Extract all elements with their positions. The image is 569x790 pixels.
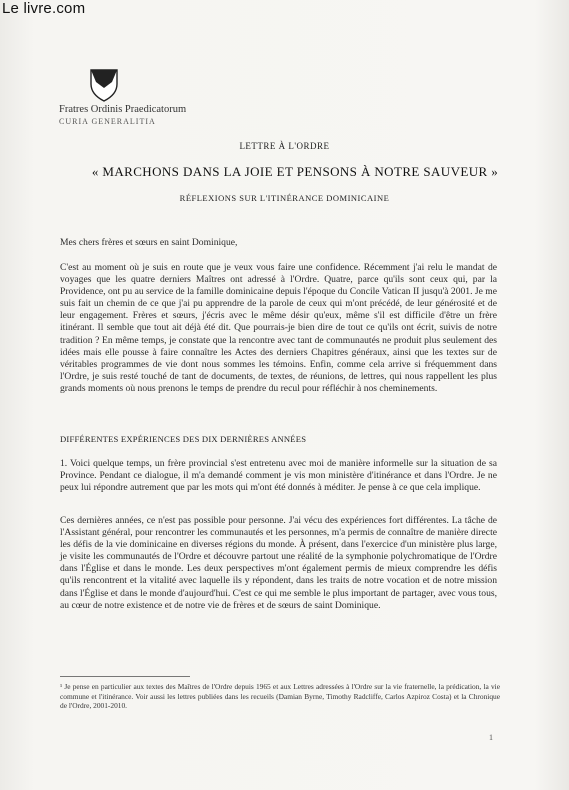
order-name: Fratres Ordinis Praedicatorum xyxy=(59,104,187,115)
paragraph-2: Ces dernières années, ce n'est pas possible pour personne. J'ai vécu des expériences fort différentes. La tâche de l'Assistant général, pour rencontrer les communautés et les personnes, m'a permis de connaître de manière directe les défis de la vie dominicaine en diverses régions du monde. À présent, dans l'exercice d'un ministère plus large, je visite les communautés de l'Ordre et découvre partout une réalité de la symphonie polychromatique de l'Ordre dans l'Église et dans le monde. Les deux perspectives m'ont également permis de mieux comprendre les défis qu'ils rencontrent et la vitalité avec laquelle ils y répondent, dans les traits de notre vocation et de notre mission dans l'Église et dans le monde d'aujourd'hui. C'est ce qui me semble le plus important de partager, avec vous tous, au cœur de notre existence et de notre vie de frères et de sœurs de saint Dominique. xyxy=(60,515,497,611)
greeting: Mes chers frères et sœurs en saint Dominique, xyxy=(60,237,238,248)
page-number: 1 xyxy=(489,733,493,742)
dominican-shield-icon xyxy=(89,68,119,102)
letter-type: LETTRE À L'ORDRE xyxy=(239,141,330,151)
section-heading: DIFFÉRENTES EXPÉRIENCES DES DIX DERNIÈRES ANNÉES xyxy=(60,434,307,444)
paragraph-1: 1. Voici quelque temps, un frère provincial s'est entretenu avec moi de manière informelle sur la situation de sa Province. Pendant ce dialogue, il m'a demandé comment je vis mon ministère d'itinérance et dans l'Ordre. Je ne peux lui répondre autrement que par les mots qui m'ont été donnés à méditer. Je pense à ce que cela implique. xyxy=(60,458,497,494)
curia-label: CURIA GENERALITIA xyxy=(59,117,156,126)
letter-title: « MARCHONS DANS LA JOIE ET PENSONS À NOTRE SAUVEUR » xyxy=(91,164,499,179)
paragraph-intro: C'est au moment où je suis en route que je veux vous faire une confidence. Récemment j'ai relu le mandat de voyages que les quatre derniers Maîtres ont adressé à l'Ordre. Quatre, parce qu'ils sont ceux qui, par la Providence, ont pu au service de la famille dominicaine depuis l'époque du Concile Vatican II jusqu'à 2001. Je me suis fait un chemin de ce que j'ai pu apprendre de la parole de ceux qui m'ont précédé, de leur générosité et de leur engagement. Frères et sœurs, j'écris avec le même désir qu'eux, même s'il est difficile d'être un frère itinérant. Il semble que tout ait déjà été dit. Que pourrais-je bien dire de tout ce qu'ils ont écrit, suivis de notre tradition ? En même temps, je constate que la rencontre avec tant de communautés ne produit plus seulement des idées mais elle pousse à faire connaître les Actes des derniers Chapitres généraux, ainsi que les textes sur de véritables programmes de vie dont nous sommes les témoins. Enfin, comme cela arrive si fréquemment dans l'Ordre, je suis resté touché de tant de documents, de textes, de réunions, de lettres, qui nous rappellent les plus grands moments où nous prenons le temps de prendre du recul pour réfléchir à nos cheminements. xyxy=(60,262,498,394)
footnote-divider xyxy=(60,676,190,677)
footnote: ¹ Je pense en particulier aux textes des Maîtres de l'Ordre depuis 1965 et aux Lettres adressées à l'Ordre sur la vie fraternelle, la prédication, la vie commune et l'itinérance. Voir aussi les lettres publiées dans les recueils (Damian Byrne, Timothy Radcliffe, Carlos Azpiroz Costa) et la Chronique de l'Ordre, 2001-2010. xyxy=(60,682,500,711)
watermark-brand: Le livre.com xyxy=(2,0,86,17)
letter-subtitle: RÉFLEXIONS SUR L'ITINÉRANCE DOMINICAINE xyxy=(179,193,390,203)
